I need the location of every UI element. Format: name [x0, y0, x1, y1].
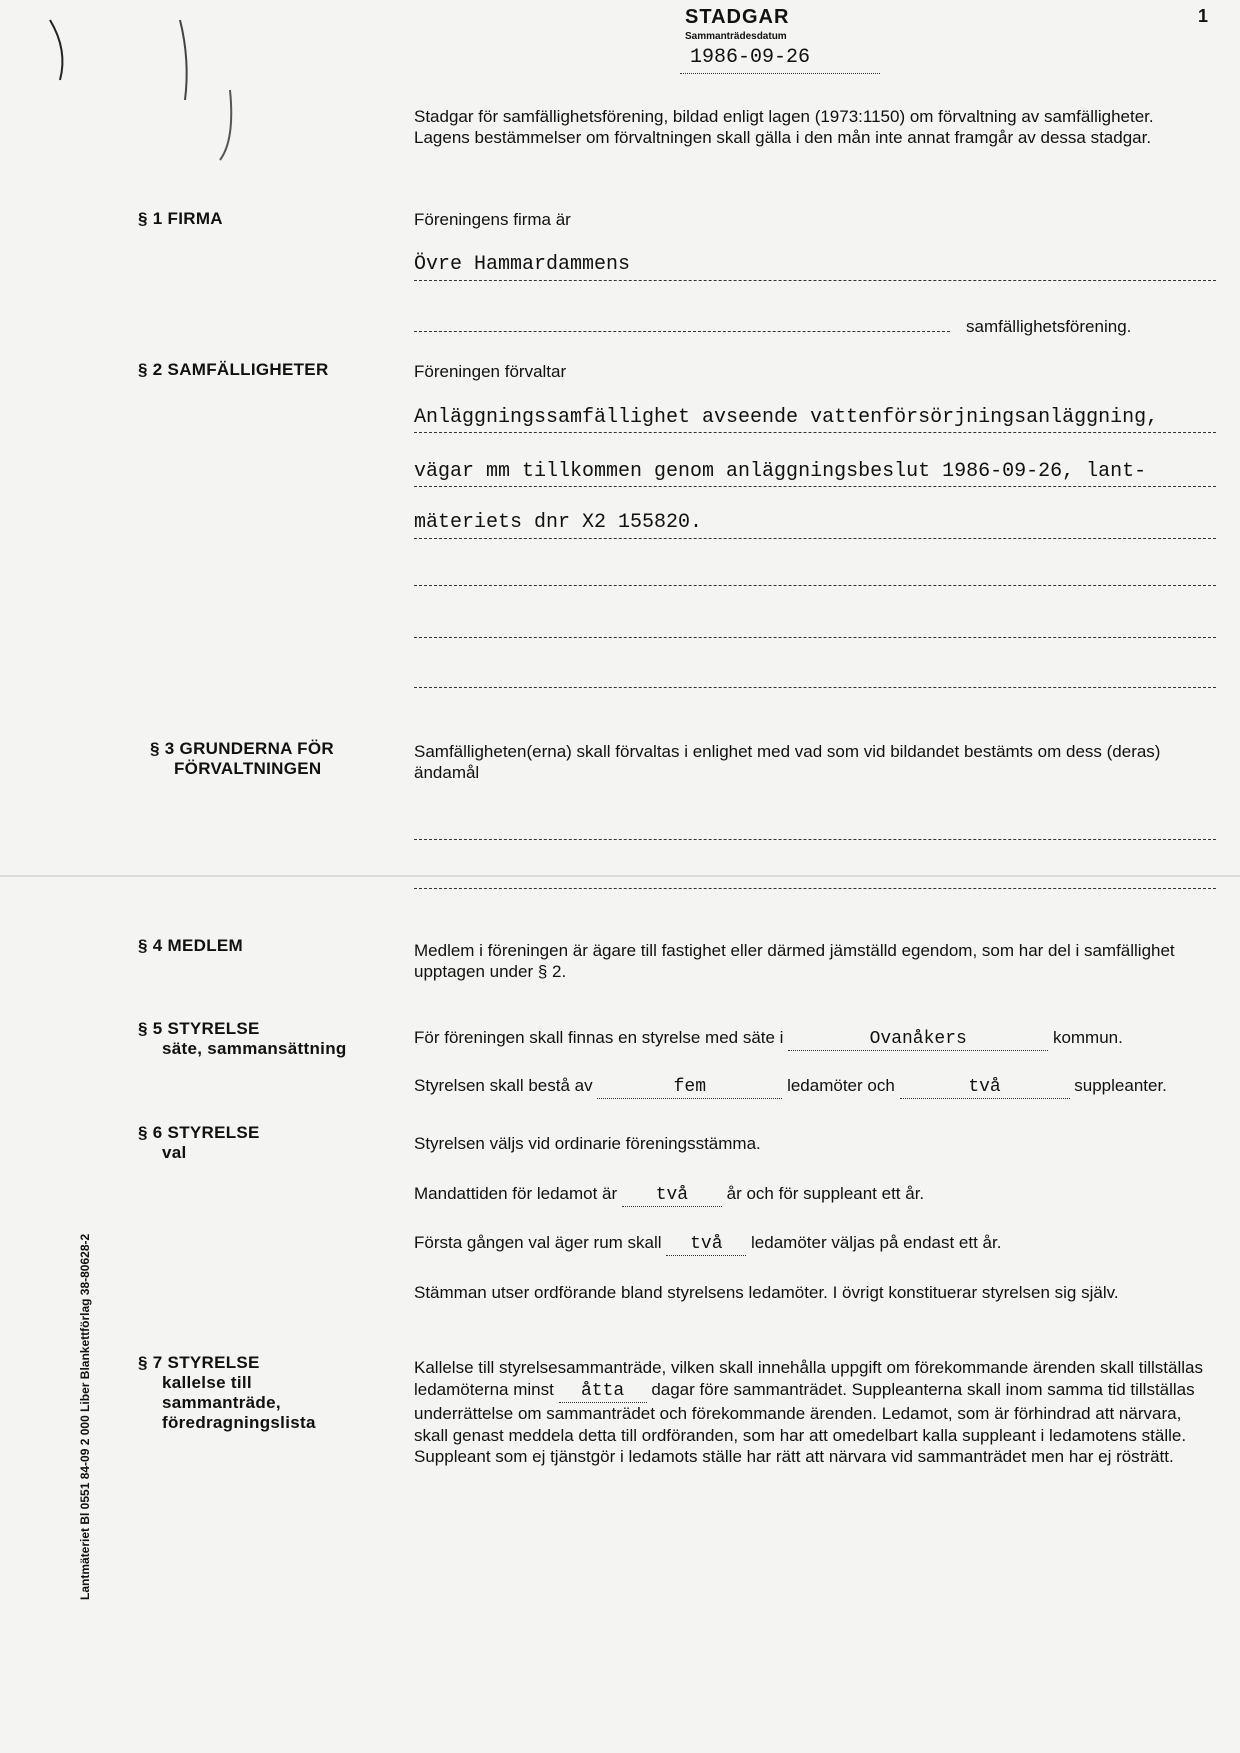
- date-value: 1986-09-26: [690, 46, 811, 69]
- s6-term-fill: två: [622, 1185, 722, 1207]
- s2-line2: vägar mm tillkommen genom anläggningsbeslut 1986-09-26, lant-: [414, 460, 1147, 483]
- s2-dash6: [414, 687, 1216, 688]
- s5-seat-fill: Ovanåkers: [788, 1029, 1048, 1051]
- s2-dash3: [414, 538, 1216, 539]
- s3-label: [150, 739, 334, 779]
- s1-suffix: samfällighetsförening.: [966, 317, 1132, 336]
- s1-text: Föreningens firma är: [414, 210, 571, 229]
- margin-marks-icon: [30, 0, 270, 180]
- s4-label: § 4 MEDLEM: [138, 936, 244, 955]
- s7-label-line2: kallelse till: [162, 1373, 252, 1392]
- s3-label-line2: FÖRVALTNINGEN: [174, 759, 322, 778]
- s5-line1-a: För föreningen skall finnas en styrelse med säte i: [414, 1028, 784, 1047]
- s6-line2-b: år och för suppleant ett år.: [726, 1184, 925, 1203]
- s5-line1-b: kommun.: [1052, 1028, 1123, 1047]
- s3-dash1: [414, 839, 1216, 840]
- s3-label-line1: § 3 GRUNDERNA FÖR: [150, 739, 334, 758]
- s5-line2-b: ledamöter och: [787, 1076, 895, 1095]
- s3-text: Samfälligheten(erna) skall förvaltas i enlighet med vad som vid bildandet bestämts om dess (deras) ändamål: [414, 742, 1161, 782]
- s7-text-b: dagar före sammanträdet. Suppleanterna skall inom samma tid tillställas underrättelse om sammanträdet och förekommande ärenden. Ledamot, som är förhindrad att närvara, skall genast meddela detta till ordföranden, som har att omedelbart kalla suppleant i ledamotens ställe. Suppleant som ej tjänstgör i ledamots ställe har rätt att närvara vid sammanträdet men har ej rösträtt.: [414, 1379, 1195, 1466]
- s5-label: [138, 1019, 347, 1059]
- s6-line4: Stämman utser ordförande bland styrelsens ledamöter. I övrigt konstituerar styrelsen sig själv.: [414, 1283, 1119, 1302]
- s1-line2: [414, 331, 950, 332]
- s7-text: [414, 1357, 1214, 1468]
- s6-line1: Styrelsen väljs vid ordinarie föreningsstämma.: [414, 1134, 761, 1153]
- date-dotline: [680, 73, 880, 74]
- s6-line2-a: Mandattiden för ledamot är: [414, 1184, 618, 1203]
- s2-dash4: [414, 585, 1216, 586]
- s5-line1: [414, 1027, 1123, 1051]
- s5-members-fill: fem: [597, 1077, 782, 1099]
- s4-text: Medlem i föreningen är ägare till fastighet eller därmed jämställd egendom, som har del i samfällighet upptagen under § 2.: [414, 941, 1175, 981]
- s2-dash1: [414, 432, 1216, 433]
- s6-line3-b: ledamöter väljas på endast ett år.: [751, 1233, 1002, 1252]
- s7-label-line1: § 7 STYRELSE: [138, 1353, 260, 1372]
- s5-line2-a: Styrelsen skall bestå av: [414, 1076, 593, 1095]
- s1-line1: [414, 280, 1216, 281]
- s6-first-fill: två: [666, 1234, 746, 1256]
- side-form-code: Lantmäteriet Bl 0551 84-09 2 000 Liber Blankettförlag 38-80628-2: [78, 1233, 92, 1600]
- s7-label-line3: sammanträde,: [162, 1393, 281, 1412]
- s7-text-a: Kallelse till styrelsesammanträde, vilken skall innehålla uppgift om förekommande ärenden skall tillställas ledamöterna minst: [414, 1358, 1203, 1399]
- intro-text: Stadgar för samfällighetsförening, bildad enligt lagen (1973:1150) om förvaltning av samfälligheter. Lagens bestämmelser om förvaltningen skall gälla i den mån inte annat framgår av dessa stadgar.: [414, 107, 1154, 147]
- s6-line2: [414, 1183, 924, 1207]
- s6-line3-a: Första gången val äger rum skall: [414, 1233, 662, 1252]
- s7-label-line4: föredragningslista: [162, 1413, 316, 1432]
- s5-line2: [414, 1075, 1167, 1099]
- s7-days-fill: åtta: [559, 1381, 647, 1404]
- page-number: 1: [1198, 6, 1209, 26]
- s2-line1: Anläggningssamfällighet avseende vattenförsörjningsanläggning,: [414, 406, 1159, 429]
- s2-line3: mäteriets dnr X2 155820.: [414, 511, 703, 534]
- fold-line: [0, 875, 1240, 877]
- s5-label-line1: § 5 STYRELSE: [138, 1019, 260, 1038]
- s2-dash5: [414, 637, 1216, 638]
- s2-label: § 2 SAMFÄLLIGHETER: [138, 360, 329, 379]
- s5-label-line2: säte, sammansättning: [162, 1039, 347, 1058]
- s5-line2-c: suppleanter.: [1074, 1076, 1167, 1095]
- s5-deputies-fill: två: [900, 1077, 1070, 1099]
- s1-label: § 1 FIRMA: [138, 209, 223, 228]
- s3-dash2: [414, 888, 1216, 889]
- s6-label-line1: § 6 STYRELSE: [138, 1123, 260, 1142]
- s2-text: Föreningen förvaltar: [414, 362, 567, 381]
- date-label: Sammanträdesdatum: [685, 31, 787, 42]
- s1-name: Övre Hammardammens: [414, 253, 631, 276]
- s2-dash2: [414, 486, 1216, 487]
- s7-label: [138, 1353, 316, 1433]
- s6-line3: [414, 1232, 1001, 1256]
- document-title: STADGAR: [685, 6, 790, 28]
- s6-label: [138, 1123, 260, 1163]
- s6-label-line2: val: [162, 1143, 187, 1162]
